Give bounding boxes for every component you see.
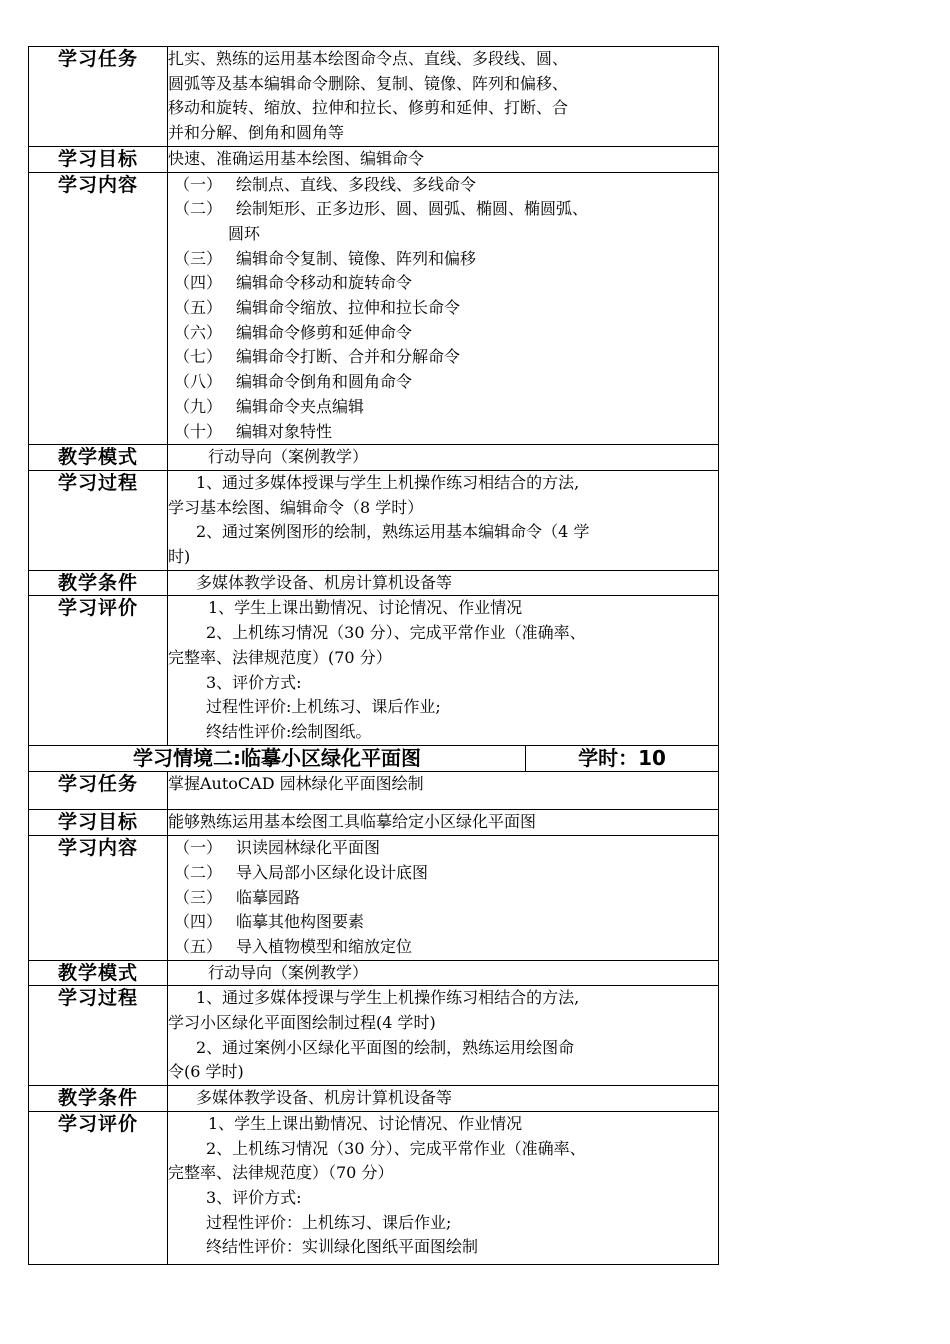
list-item — [168, 370, 718, 395]
item-text: 临摹其他构图要素 — [236, 912, 365, 932]
task-text — [168, 771, 719, 810]
list-item — [168, 271, 718, 296]
item-text: 编辑命令缩放、拉伸和拉长命令 — [236, 298, 461, 318]
item-text: 编辑命令移动和旋转命令 — [236, 273, 413, 293]
item-number: （五） — [174, 936, 223, 956]
section-title: 学习情境二:临摹小区绿化平面图 — [29, 745, 526, 771]
content-list — [168, 172, 719, 445]
row-conditions-1 — [29, 570, 719, 596]
goal-line: 能够熟练运用基本绘图工具临摹给定小区绿化平面图 — [168, 812, 537, 832]
label-process: 学习过程 — [29, 986, 168, 1086]
list-item — [168, 861, 718, 886]
label-conditions: 教学条件 — [29, 570, 168, 596]
conditions-line: 多媒体教学设备、机房计算机设备等 — [196, 572, 453, 592]
process-line: 时) — [168, 547, 191, 567]
item-text: 编辑对象特性 — [236, 421, 333, 441]
item-text: 编辑命令打断、合并和分解命令 — [236, 347, 461, 367]
evaluation-line: 终结性评价:绘制图纸。 — [206, 721, 372, 741]
evaluation-line: 3、评价方式: — [206, 672, 302, 692]
process-line: 1、通过多媒体授课与学生上机操作练习相结合的方法, — [196, 472, 580, 492]
item-text: 临摹园路 — [236, 887, 301, 907]
goal-text — [168, 810, 719, 836]
process-line: 令(6 学时) — [168, 1062, 244, 1082]
process-line: 1、通过多媒体授课与学生上机操作练习相结合的方法, — [196, 988, 580, 1008]
process-line: 2、通过案例小区绿化平面图的绘制，熟练运用绘图命 — [196, 1037, 575, 1057]
label-goal: 学习目标 — [29, 146, 168, 172]
row-process-1 — [29, 470, 719, 570]
section-hours: 学时：10 — [526, 745, 719, 771]
item-text: 编辑命令倒角和圆角命令 — [236, 372, 413, 392]
row-evaluation-2 — [29, 1111, 719, 1264]
evaluation-line: 完整率、法律规范度）（70 分） — [168, 1163, 394, 1183]
row-task-1 — [29, 47, 719, 147]
evaluation-line: 3、评价方式: — [206, 1187, 302, 1207]
process-line: 学习小区绿化平面图绘制过程(4 学时) — [168, 1013, 436, 1033]
list-item — [168, 886, 718, 911]
list-item — [168, 296, 718, 321]
item-text: 编辑命令夹点编辑 — [236, 396, 365, 416]
item-number: （一） — [174, 174, 223, 194]
item-number: （七） — [174, 347, 223, 367]
item-text: 编辑命令复制、镜像、阵列和偏移 — [236, 248, 477, 268]
evaluation-line: 2、上机练习情况（30 分）、完成平常作业（准确率、 — [206, 1138, 586, 1158]
conditions-line: 多媒体教学设备、机房计算机设备等 — [196, 1088, 453, 1108]
row-goal-2 — [29, 810, 719, 836]
label-evaluation: 学习评价 — [29, 1111, 168, 1264]
list-item — [168, 395, 718, 420]
list-item — [168, 321, 718, 346]
item-number: （二） — [174, 862, 223, 882]
item-number: （四） — [174, 273, 223, 293]
row-task-2 — [29, 771, 719, 810]
label-mode: 教学模式 — [29, 445, 168, 471]
item-number: （八） — [174, 372, 223, 392]
evaluation-line: 2、上机练习情况（30 分）、完成平常作业（准确率、 — [206, 623, 586, 643]
task-line: 扎实、熟练的运用基本绘图命令点、直线、多段线、圆、 — [168, 49, 569, 68]
label-process: 学习过程 — [29, 470, 168, 570]
label-mode: 教学模式 — [29, 960, 168, 986]
row-mode-2 — [29, 960, 719, 986]
item-number: （五） — [174, 298, 223, 318]
label-content: 学习内容 — [29, 836, 168, 961]
item-number: （一） — [174, 838, 223, 858]
list-item — [168, 910, 718, 935]
row-section2-header — [29, 745, 719, 771]
mode-line: 行动导向（案例教学） — [208, 447, 369, 467]
evaluation-line: 终结性评价：实训绿化图纸平面图绘制 — [206, 1237, 479, 1257]
mode-text — [168, 960, 719, 986]
row-process-2 — [29, 986, 719, 1086]
item-text: 编辑命令修剪和延伸命令 — [236, 322, 413, 342]
goal-line: 快速、准确运用基本绘图、编辑命令 — [168, 148, 425, 168]
evaluation-text — [168, 1111, 719, 1264]
process-line: 2、通过案例图形的绘制，熟练运用基本编辑命令（4 学 — [196, 522, 590, 542]
evaluation-text — [168, 596, 719, 745]
task-line: 圆弧等及基本编辑命令删除、复制、镜像、阵列和偏移、 — [168, 73, 569, 93]
list-item — [168, 420, 718, 445]
process-text — [168, 470, 719, 570]
item-text: 识读园林绿化平面图 — [236, 838, 381, 858]
list-item — [168, 345, 718, 370]
task-line: 并和分解、倒角和圆角等 — [168, 123, 345, 143]
goal-text — [168, 146, 719, 172]
curriculum-table — [28, 46, 719, 1265]
row-mode-1 — [29, 445, 719, 471]
row-content-2 — [29, 836, 719, 961]
item-text: 绘制点、直线、多段线、多线命令 — [236, 174, 477, 194]
content-list — [168, 836, 719, 961]
evaluation-line: 1、学生上课出勤情况、讨论情况、作业情况 — [208, 598, 523, 618]
mode-text — [168, 445, 719, 471]
list-item — [168, 173, 718, 198]
row-conditions-2 — [29, 1086, 719, 1112]
task-text — [168, 47, 719, 147]
evaluation-line: 完整率、法律规范度）(70 分） — [168, 647, 392, 667]
label-goal: 学习目标 — [29, 810, 168, 836]
conditions-text — [168, 570, 719, 596]
list-item — [168, 197, 718, 222]
label-content: 学习内容 — [29, 172, 168, 445]
task-line: 移动和旋转、缩放、拉伸和拉长、修剪和延伸、打断、合 — [168, 98, 569, 118]
evaluation-line: 过程性评价：上机练习、课后作业; — [206, 1212, 452, 1232]
mode-line: 行动导向（案例教学） — [208, 962, 369, 982]
label-task: 学习任务 — [29, 47, 168, 147]
label-evaluation: 学习评价 — [29, 596, 168, 745]
item-number: （三） — [174, 887, 223, 907]
list-item — [168, 247, 718, 272]
process-line: 学习基本绘图、编辑命令（8 学时） — [168, 497, 424, 517]
item-number: （十） — [174, 421, 223, 441]
row-content-1 — [29, 172, 719, 445]
item-text: 导入植物模型和缩放定位 — [236, 936, 413, 956]
item-number: （四） — [174, 912, 223, 932]
row-goal-1 — [29, 146, 719, 172]
process-text — [168, 986, 719, 1086]
row-evaluation-1 — [29, 596, 719, 745]
item-number: （六） — [174, 322, 223, 342]
item-number: （九） — [174, 396, 223, 416]
evaluation-line: 过程性评价:上机练习、课后作业; — [206, 697, 441, 717]
list-item — [168, 935, 718, 960]
evaluation-line: 1、学生上课出勤情况、讨论情况、作业情况 — [208, 1113, 523, 1133]
item-number: （三） — [174, 248, 223, 268]
label-task: 学习任务 — [29, 771, 168, 810]
task-line: 掌握AutoCAD 园林绿化平面图绘制 — [168, 773, 424, 793]
item-number: （二） — [174, 199, 223, 219]
item-text: 导入局部小区绿化设计底图 — [236, 862, 429, 882]
label-conditions: 教学条件 — [29, 1086, 168, 1112]
item-text: 绘制矩形、正多边形、圆、圆弧、椭圆、椭圆弧、 — [236, 199, 589, 219]
item-continuation: 圆环 — [228, 223, 261, 243]
conditions-text — [168, 1086, 719, 1112]
list-item — [168, 836, 718, 861]
